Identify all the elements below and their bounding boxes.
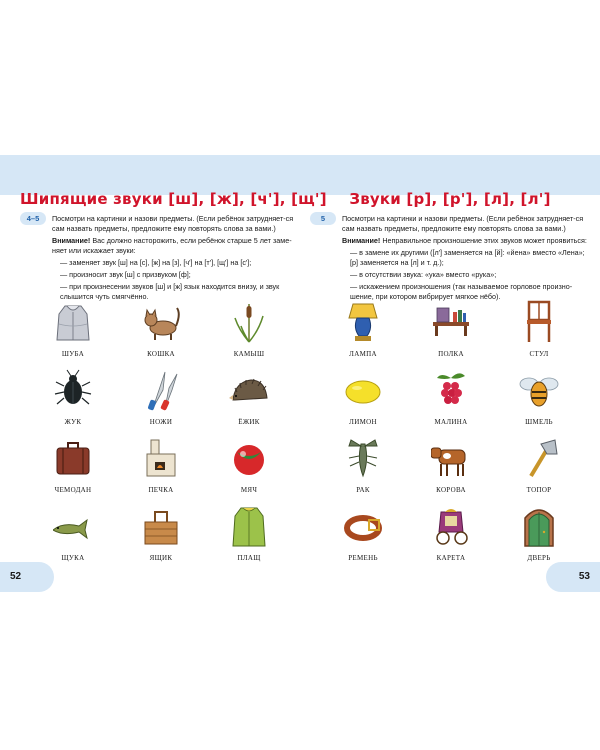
picture-card [206, 436, 292, 500]
chair-icon [519, 300, 559, 344]
picture-card [118, 504, 204, 568]
left-page-title: Шипящие звуки [ш], [ж], [ч'], [щ'] [20, 190, 327, 208]
left-bullet: — заменяет звук [ш] на [с], [ж] на [з], [ч'] на [т'], [щ'] на [с']; [60, 258, 252, 267]
picture-card [496, 436, 582, 500]
word-label: ЁЖИК [238, 418, 260, 426]
cat-icon [141, 300, 181, 344]
raincoat-icon [229, 504, 269, 548]
left-page [20, 178, 327, 578]
left-attention-label: Внимание! [52, 236, 91, 245]
picture-card [320, 436, 406, 500]
left-instruction-text: Посмотри на картинки и назови предметы. (Если ребёнок затрудняет-ся сам назвать предметы, предложите ему повторять слова за вами.) [52, 214, 294, 233]
word-label: ДВЕРЬ [527, 554, 551, 562]
ball-icon [229, 436, 269, 480]
reed-icon [229, 300, 269, 344]
cow-icon [431, 436, 471, 480]
picture-card [118, 300, 204, 364]
page-number-right: 53 [546, 562, 600, 592]
picture-card [118, 436, 204, 500]
left-exercise-badge: 4–5 [20, 212, 46, 225]
left-instructions [52, 214, 300, 304]
word-label: СТУЛ [529, 350, 549, 358]
hedgehog-icon [229, 368, 269, 412]
picture-card [30, 368, 116, 432]
picture-card [496, 368, 582, 432]
suitcase-icon [53, 436, 93, 480]
word-label: КОРОВА [436, 486, 466, 494]
word-label: ПЛАЩ [237, 554, 261, 562]
word-label: РАК [356, 486, 370, 494]
word-label: МЯЧ [240, 486, 258, 494]
fur-coat-icon [53, 300, 93, 344]
picture-card [30, 504, 116, 568]
right-attention-label: Внимание! [342, 236, 381, 245]
picture-card [408, 368, 494, 432]
word-label: МАЛИНА [434, 418, 468, 426]
picture-card [206, 300, 292, 364]
door-icon [519, 504, 559, 548]
right-bullet: — искажением произношения (так называемое горловое произно-шение, при котором вибрирует мягкое нёбо). [350, 282, 573, 301]
knives-icon [141, 368, 181, 412]
picture-card [496, 504, 582, 568]
picture-card [320, 300, 406, 364]
right-page-title: Звуки [р], [р'], [л], [л'] [349, 190, 551, 208]
right-exercise-badge: 5 [310, 212, 336, 225]
right-instructions [342, 214, 590, 304]
left-bullet: — произносит звук [ш] с призвуком [ф]; [60, 270, 191, 279]
right-bullet: — в замене их другими ([л'] заменяется на [й]: «йена» вместо «Лена»; [р] заменяется на [л] и т. д.); [350, 248, 585, 267]
word-label: ТОПОР [526, 486, 552, 494]
right-attention-text: Неправильное произношение этих звуков может проявиться: [382, 236, 587, 245]
page-number-left: 52 [0, 562, 54, 592]
carriage-icon [431, 504, 471, 548]
word-label: НОЖИ [149, 418, 173, 426]
word-label: ЩУКА [61, 554, 85, 562]
picture-card [206, 504, 292, 568]
picture-card [408, 436, 494, 500]
word-label: ЖУК [64, 418, 82, 426]
picture-card [408, 300, 494, 364]
picture-card [206, 368, 292, 432]
picture-card [118, 368, 204, 432]
picture-card [320, 368, 406, 432]
beetle-icon [53, 368, 93, 412]
word-label: КОШКА [147, 350, 175, 358]
bumblebee-icon [519, 368, 559, 412]
left-attention [52, 236, 300, 256]
left-picture-grid [30, 300, 290, 570]
right-picture-grid [320, 300, 580, 570]
word-label: ЛАМПА [349, 350, 377, 358]
word-label: ПЕЧКА [148, 486, 174, 494]
word-label: ЯЩИК [149, 554, 173, 562]
word-label: КАМЫШ [233, 350, 265, 358]
right-attention [342, 236, 590, 246]
belt-icon [343, 504, 383, 548]
word-label: РЕМЕНЬ [348, 554, 378, 562]
right-instruction-text: Посмотри на картинки и назови предметы. (Если ребёнок затрудняет-ся сам назвать предметы, предложите ему повторять слова за вами.) [342, 214, 584, 233]
stove-icon [141, 436, 181, 480]
word-label: ШУБА [61, 350, 85, 358]
right-page [310, 178, 590, 578]
raspberry-icon [431, 368, 471, 412]
word-label: ШМЕЛЬ [525, 418, 553, 426]
crayfish-icon [343, 436, 383, 480]
picture-card [320, 504, 406, 568]
picture-card [30, 436, 116, 500]
word-label: ПОЛКА [438, 350, 464, 358]
right-bullet: — в отсутствии звука: «ука» вместо «рука»; [350, 270, 497, 279]
axe-icon [519, 436, 559, 480]
word-label: ЛИМОН [349, 418, 377, 426]
picture-card [30, 300, 116, 364]
lamp-icon [343, 300, 383, 344]
picture-card [408, 504, 494, 568]
box-icon [141, 504, 181, 548]
picture-card [496, 300, 582, 364]
word-label: КАРЕТА [436, 554, 466, 562]
pike-icon [53, 504, 93, 548]
left-bullet: — при произнесении звуков [ш] и [ж] язык находится внизу, и звук слышится чуть смягчённо. [60, 282, 280, 301]
shelf-icon [431, 300, 471, 344]
lemon-icon [343, 368, 383, 412]
left-attention-text: Вас должно насторожить, если ребёнок старше 5 лет заме-няет или искажает звуки: [52, 236, 292, 255]
word-label: ЧЕМОДАН [54, 486, 92, 494]
